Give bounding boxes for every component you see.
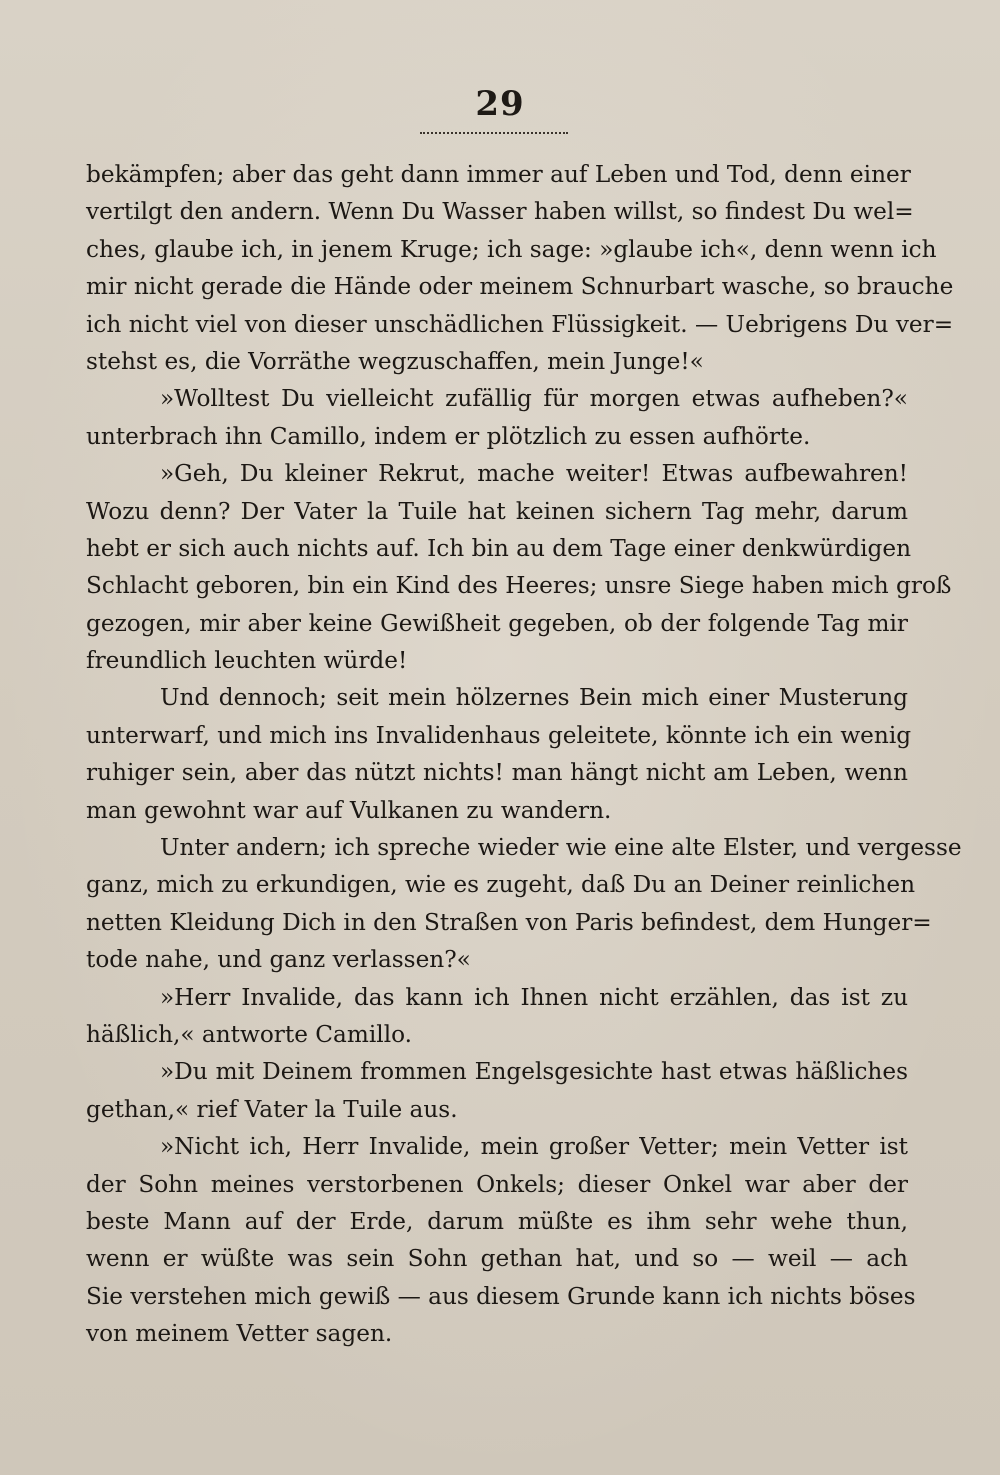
text-line: Wozu denn? Der Vater la Tuile hat keinen sichern Tag mehr, darum <box>86 497 908 525</box>
text-line: hebt er sich auch nichts auf. Ich bin au dem Tage einer denkwürdigen <box>86 534 912 562</box>
text-line: »Du mit Deinem frommen Engelsgesichte hast etwas häßliches <box>160 1058 908 1086</box>
page-number: 29 <box>475 84 525 124</box>
text-line: unterwarf, und mich ins Invalidenhaus geleitete, könnte ich ein wenig <box>86 721 912 749</box>
text-line: netten Kleidung Dich in den Straßen von Paris befindest, dem Hunger= <box>86 908 932 936</box>
text-line: gethan,« rief Vater la Tuile aus. <box>86 1095 458 1123</box>
text-line: Und dennoch; seit mein hölzernes Bein mich einer Musterung <box>160 684 908 712</box>
text-line: Sie verstehen mich gewiß — aus diesem Grunde kann ich nichts böses <box>86 1282 916 1310</box>
text-line: mir nicht gerade die Hände oder meinem Schnurbart wasche, so brauche <box>86 273 954 301</box>
text-line: freundlich leuchten würde! <box>86 647 408 675</box>
text-line: stehst es, die Vorräthe wegzuschaffen, mein Junge!« <box>86 347 704 375</box>
text-line: ich nicht viel von dieser unschädlichen Flüssigkeit. — Uebrigens Du ver= <box>86 310 954 338</box>
text-line: unterbrach ihn Camillo, indem er plötzlich zu essen aufhörte. <box>86 422 811 450</box>
text-line: »Nicht ich, Herr Invalide, mein großer Vetter; mein Vetter ist <box>160 1133 908 1161</box>
text-line: von meinem Vetter sagen. <box>86 1320 393 1348</box>
text-line: »Herr Invalide, das kann ich Ihnen nicht erzählen, das ist zu <box>160 983 908 1011</box>
text-line: man gewohnt war auf Vulkanen zu wandern. <box>86 796 612 824</box>
header-dotted-rule <box>420 132 568 134</box>
body-text <box>86 156 962 1353</box>
text-line: Schlacht geboren, bin ein Kind des Heeres; unsre Siege haben mich groß <box>86 572 952 600</box>
text-line: beste Mann auf der Erde, darum müßte es ihm sehr wehe thun, <box>86 1207 908 1235</box>
text-line: Unter andern; ich spreche wieder wie eine alte Elster, und vergesse <box>160 834 962 862</box>
text-line: wenn er wüßte was sein Sohn gethan hat, und so — weil — ach <box>86 1245 908 1273</box>
text-line: tode nahe, und ganz verlassen?« <box>86 946 471 974</box>
text-line: ruhiger sein, aber das nützt nichts! man hängt nicht am Leben, wenn <box>86 759 908 787</box>
text-line: ganz, mich zu erkundigen, wie es zugeht, daß Du an Deiner reinlichen <box>86 871 916 899</box>
text-line: bekämpfen; aber das geht dann immer auf Leben und Tod, denn einer <box>86 161 911 188</box>
text-line: »Wolltest Du vielleicht zufällig für morgen etwas aufheben?« <box>160 385 908 413</box>
text-line: der Sohn meines verstorbenen Onkels; dieser Onkel war aber der <box>86 1170 908 1198</box>
text-line: gezogen, mir aber keine Gewißheit gegeben, ob der folgende Tag mir <box>86 609 908 637</box>
text-line: »Geh, Du kleiner Rekrut, mache weiter! Etwas aufbewahren! <box>160 460 908 488</box>
text-line: ches, glaube ich, in jenem Kruge; ich sage: »glaube ich«, denn wenn ich <box>86 235 937 263</box>
text-line: häßlich,« antworte Camillo. <box>86 1020 413 1048</box>
text-line: vertilgt den andern. Wenn Du Wasser haben willst, so findest Du wel= <box>86 198 914 226</box>
